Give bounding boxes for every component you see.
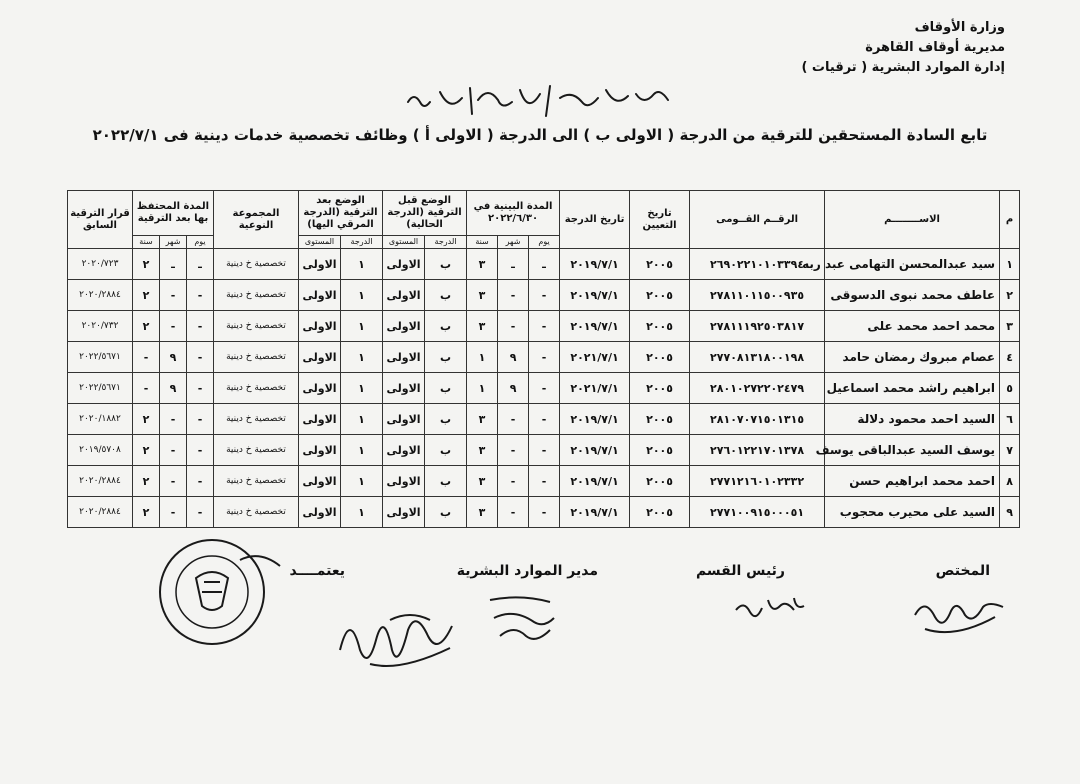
row-before-level: ب	[425, 311, 467, 342]
row-retained-year: ٢	[133, 497, 160, 528]
row-retained-month: -	[160, 435, 187, 466]
row-interim-day: -	[529, 435, 560, 466]
row-retained-month: ٩	[160, 373, 187, 404]
row-group: تخصصية خ دينية	[214, 404, 299, 435]
row-num: ٤	[1000, 342, 1020, 373]
row-after-grade: الاولى	[299, 249, 341, 280]
table-row	[68, 435, 1020, 466]
row-retained-day: -	[187, 342, 214, 373]
row-before-level: ب	[425, 466, 467, 497]
row-retained-day: -	[187, 497, 214, 528]
row-grade-date: ٢٠١٩/٧/١	[560, 311, 630, 342]
row-retained-year: ٢	[133, 404, 160, 435]
row-national-id: ٢٨٠١٠٢٧٢٢٠٢٤٧٩	[690, 373, 825, 404]
row-retained-day: -	[187, 435, 214, 466]
row-grade-date: ٢٠٢١/٧/١	[560, 342, 630, 373]
col-before-header: الوضع قبل الترقية (الدرجة الحالية)	[383, 191, 467, 236]
row-interim-year: ٣	[467, 311, 498, 342]
row-name: سيد عبدالمحسن التهامى عبد ربه	[825, 249, 1000, 280]
signature-approved-label: يعتمــــد	[289, 563, 345, 579]
row-before-grade: الاولى	[383, 249, 425, 280]
row-before-level: ب	[425, 373, 467, 404]
col-name-header: الاســــــــم	[825, 191, 1000, 249]
row-retained-month: -	[160, 311, 187, 342]
row-interim-day: -	[529, 497, 560, 528]
row-national-id: ٢٧٨١١٠١١٥٠٠٩٣٥	[690, 280, 825, 311]
row-after-grade: الاولى	[299, 373, 341, 404]
row-before-grade: الاولى	[383, 466, 425, 497]
row-before-grade: الاولى	[383, 373, 425, 404]
row-retained-month: -	[160, 497, 187, 528]
official-stamp	[140, 530, 290, 650]
row-group: تخصصية خ دينية	[214, 466, 299, 497]
sub-grade: الدرجة	[425, 236, 467, 249]
table-row	[68, 373, 1020, 404]
table-row	[68, 497, 1020, 528]
row-prev-decision: ٢٠٢٠/٢٨٨٤	[68, 497, 133, 528]
row-after-grade: الاولى	[299, 280, 341, 311]
row-prev-decision: ٢٠٢٠/٧٢٣	[68, 249, 133, 280]
col-after-header: الوضع بعد الترقية (الدرجة المرقي اليها)	[299, 191, 383, 236]
row-prev-decision: ٢٠٢٠/٧٣٢	[68, 311, 133, 342]
signature-section-head-label: رئيس القسم	[695, 563, 785, 579]
row-group: تخصصية خ دينية	[214, 373, 299, 404]
row-after-grade: الاولى	[299, 497, 341, 528]
col-national-id-header: الرقــم القــومى	[690, 191, 825, 249]
section-head-signature	[730, 590, 810, 625]
row-after-level: ١	[341, 466, 383, 497]
row-appointment: ٢٠٠٥	[630, 311, 690, 342]
sub-month: شهر	[160, 236, 187, 249]
row-num: ١	[1000, 249, 1020, 280]
row-num: ٨	[1000, 466, 1020, 497]
row-appointment: ٢٠٠٥	[630, 280, 690, 311]
row-interim-month: ـ	[498, 249, 529, 280]
sub-year: سنة	[133, 236, 160, 249]
table-row	[68, 466, 1020, 497]
document-title: تابع السادة المستحقين للترقية من الدرجة ( الاولى ب ) الى الدرجة ( الاولى أ ) وظائف تخصصية خدمات دينية فى ٢٠٢٢/٧/١	[92, 126, 988, 144]
header-line-department: إدارة الموارد البشرية ( ترقيات )	[801, 60, 1005, 75]
row-appointment: ٢٠٠٥	[630, 404, 690, 435]
row-after-level: ١	[341, 311, 383, 342]
row-interim-day: -	[529, 280, 560, 311]
row-num: ٣	[1000, 311, 1020, 342]
row-interim-day: -	[529, 373, 560, 404]
row-retained-day: ـ	[187, 249, 214, 280]
row-interim-month: -	[498, 435, 529, 466]
row-retained-month: -	[160, 404, 187, 435]
row-grade-date: ٢٠١٩/٧/١	[560, 435, 630, 466]
signature-specialist-label: المختص	[935, 563, 990, 579]
row-name: محمد احمد محمد على	[825, 311, 1000, 342]
col-prev-decision-header: قرار الترقية السابق	[68, 191, 133, 249]
signature-hr-director-label: مدير الموارد البشرية	[456, 563, 598, 579]
specialist-signature	[905, 585, 1015, 640]
row-before-level: ب	[425, 280, 467, 311]
row-group: تخصصية خ دينية	[214, 311, 299, 342]
row-interim-month: -	[498, 497, 529, 528]
sub-level: المستوى	[383, 236, 425, 249]
row-retained-month: -	[160, 466, 187, 497]
row-after-grade: الاولى	[299, 311, 341, 342]
row-group: تخصصية خ دينية	[214, 497, 299, 528]
row-appointment: ٢٠٠٥	[630, 373, 690, 404]
col-group-header: المجموعة النوعية	[214, 191, 299, 249]
row-interim-day: ـ	[529, 249, 560, 280]
row-before-level: ب	[425, 404, 467, 435]
col-grade-date-header: تاريخ الدرجة	[560, 191, 630, 249]
row-before-grade: الاولى	[383, 435, 425, 466]
row-before-grade: الاولى	[383, 497, 425, 528]
row-prev-decision: ٢٠٢٠/١٨٨٢	[68, 404, 133, 435]
row-after-grade: الاولى	[299, 342, 341, 373]
row-num: ٥	[1000, 373, 1020, 404]
row-before-grade: الاولى	[383, 342, 425, 373]
row-num: ٦	[1000, 404, 1020, 435]
row-interim-month: -	[498, 404, 529, 435]
row-appointment: ٢٠٠٥	[630, 435, 690, 466]
row-name: ابراهيم راشد محمد اسماعيل	[825, 373, 1000, 404]
row-interim-year: ٣	[467, 404, 498, 435]
row-retained-day: -	[187, 311, 214, 342]
row-before-level: ب	[425, 435, 467, 466]
row-group: تخصصية خ دينية	[214, 342, 299, 373]
row-national-id: ٢٨١٠٧٠٧١٥٠١٣١٥	[690, 404, 825, 435]
table-row	[68, 311, 1020, 342]
row-prev-decision: ٢٠١٩/٥٧٠٨	[68, 435, 133, 466]
row-after-level: ١	[341, 373, 383, 404]
row-after-level: ١	[341, 435, 383, 466]
row-before-level: ب	[425, 497, 467, 528]
row-prev-decision: ٢٠٢٠/٢٨٨٤	[68, 280, 133, 311]
row-interim-day: -	[529, 466, 560, 497]
row-retained-year: ٢	[133, 249, 160, 280]
row-retained-year: ٢	[133, 466, 160, 497]
row-before-level: ب	[425, 249, 467, 280]
row-prev-decision: ٢٠٢٠/٢٨٨٤	[68, 466, 133, 497]
row-after-grade: الاولى	[299, 435, 341, 466]
sub-day: يوم	[529, 236, 560, 249]
row-interim-month: ٩	[498, 342, 529, 373]
row-num: ٢	[1000, 280, 1020, 311]
row-retained-year: -	[133, 342, 160, 373]
row-appointment: ٢٠٠٥	[630, 249, 690, 280]
row-interim-month: -	[498, 280, 529, 311]
col-num-header: م	[1000, 191, 1020, 249]
table-row	[68, 404, 1020, 435]
row-retained-year: ٢	[133, 435, 160, 466]
row-before-level: ب	[425, 342, 467, 373]
row-retained-year: ٢	[133, 311, 160, 342]
sub-month: شهر	[498, 236, 529, 249]
row-after-level: ١	[341, 342, 383, 373]
row-appointment: ٢٠٠٥	[630, 497, 690, 528]
row-interim-year: ٣	[467, 497, 498, 528]
row-grade-date: ٢٠١٩/٧/١	[560, 497, 630, 528]
row-grade-date: ٢٠١٩/٧/١	[560, 404, 630, 435]
row-retained-year: ٢	[133, 280, 160, 311]
row-after-grade: الاولى	[299, 466, 341, 497]
col-appointment-header: تاريخ التعيين	[630, 191, 690, 249]
table-row	[68, 249, 1020, 280]
row-appointment: ٢٠٠٥	[630, 466, 690, 497]
row-national-id: ٢٧٧١٢١٦٠١٠٢٣٣٢	[690, 466, 825, 497]
row-interim-day: -	[529, 311, 560, 342]
row-group: تخصصية خ دينية	[214, 435, 299, 466]
row-retained-year: -	[133, 373, 160, 404]
row-grade-date: ٢٠١٩/٧/١	[560, 249, 630, 280]
row-interim-day: -	[529, 404, 560, 435]
row-name: عصام مبروك رمضان حامد	[825, 342, 1000, 373]
row-retained-month: ـ	[160, 249, 187, 280]
col-retained-header: المدة المحتفظ بها بعد الترقية	[133, 191, 214, 236]
row-group: تخصصية خ دينية	[214, 280, 299, 311]
row-after-grade: الاولى	[299, 404, 341, 435]
row-national-id: ٢٧٧٠٨١٣١٨٠٠١٩٨	[690, 342, 825, 373]
row-prev-decision: ٢٠٢٢/٥٦٧١	[68, 373, 133, 404]
row-interim-month: -	[498, 311, 529, 342]
row-before-grade: الاولى	[383, 311, 425, 342]
row-interim-year: ١	[467, 342, 498, 373]
row-num: ٩	[1000, 497, 1020, 528]
row-grade-date: ٢٠١٩/٧/١	[560, 466, 630, 497]
row-after-level: ١	[341, 249, 383, 280]
row-interim-month: -	[498, 466, 529, 497]
row-name: احمد محمد ابراهيم حسن	[825, 466, 1000, 497]
row-name: عاطف محمد نبوى الدسوقى	[825, 280, 1000, 311]
row-num: ٧	[1000, 435, 1020, 466]
header-line-directorate: مديرية أوقاف القاهرة	[865, 40, 1005, 55]
row-national-id: ٢٧٨١١١٩٢٥٠٣٨١٧	[690, 311, 825, 342]
handwritten-note	[400, 80, 690, 122]
row-name: يوسف السيد عبدالباقى يوسف	[825, 435, 1000, 466]
row-name: السيد على محيرب محجوب	[825, 497, 1000, 528]
promotions-table	[67, 190, 1020, 528]
approver-signature	[330, 590, 470, 675]
header-line-ministry: وزارة الأوقاف	[914, 20, 1005, 35]
sub-grade: الدرجة	[341, 236, 383, 249]
row-retained-day: -	[187, 373, 214, 404]
row-before-grade: الاولى	[383, 280, 425, 311]
sub-level: المستوى	[299, 236, 341, 249]
row-national-id: ٢٧٦٠١٢٢١٧٠١٣٧٨	[690, 435, 825, 466]
row-after-level: ١	[341, 280, 383, 311]
row-grade-date: ٢٠٢١/٧/١	[560, 373, 630, 404]
row-prev-decision: ٢٠٢٢/٥٦٧١	[68, 342, 133, 373]
row-retained-month: ٩	[160, 342, 187, 373]
row-interim-year: ٣	[467, 466, 498, 497]
row-interim-year: ٣	[467, 280, 498, 311]
hr-director-signature	[480, 588, 590, 648]
row-interim-year: ١	[467, 373, 498, 404]
row-after-level: ١	[341, 497, 383, 528]
col-interim-header: المدة البينية في ٢٠٢٢/٦/٣٠	[467, 191, 560, 236]
row-grade-date: ٢٠١٩/٧/١	[560, 280, 630, 311]
table-row	[68, 342, 1020, 373]
row-retained-day: -	[187, 466, 214, 497]
row-national-id: ٢٦٩٠٢٢١٠١٠٣٣٩٤	[690, 249, 825, 280]
ministry-header	[801, 18, 1005, 78]
row-interim-year: ٣	[467, 435, 498, 466]
row-after-level: ١	[341, 404, 383, 435]
row-appointment: ٢٠٠٥	[630, 342, 690, 373]
row-name: السيد احمد محمود دلالة	[825, 404, 1000, 435]
row-retained-day: -	[187, 280, 214, 311]
sub-day: يوم	[187, 236, 214, 249]
row-interim-year: ٣	[467, 249, 498, 280]
row-group: تخصصية خ دينية	[214, 249, 299, 280]
table-row	[68, 280, 1020, 311]
row-interim-day: -	[529, 342, 560, 373]
row-before-grade: الاولى	[383, 404, 425, 435]
row-national-id: ٢٧٧١٠٠٩١٥٠٠٠٥١	[690, 497, 825, 528]
row-interim-month: ٩	[498, 373, 529, 404]
row-retained-month: -	[160, 280, 187, 311]
sub-year: سنة	[467, 236, 498, 249]
row-retained-day: -	[187, 404, 214, 435]
